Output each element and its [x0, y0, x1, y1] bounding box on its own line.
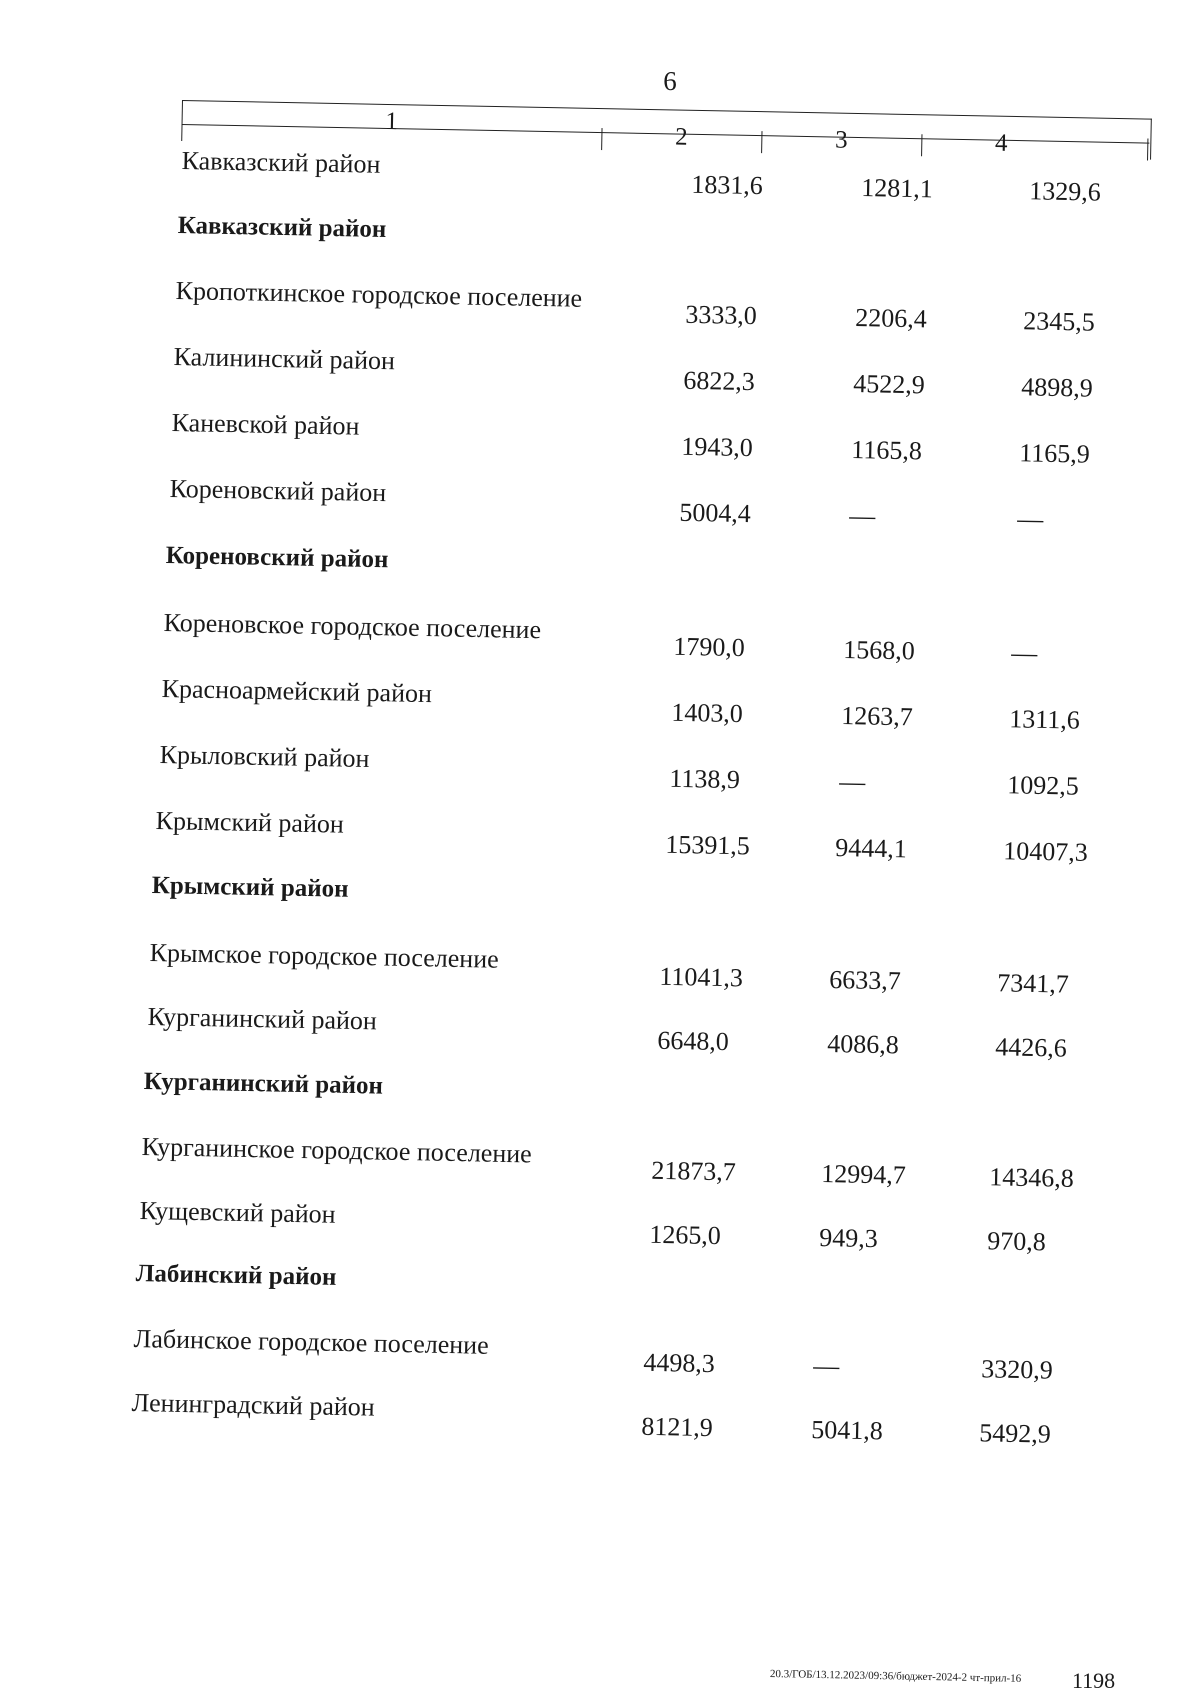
table-row — [139, 1196, 1140, 1257]
section-heading-row — [177, 212, 1178, 244]
row-name: Кропоткинское городское поселение — [175, 276, 583, 313]
table-row — [147, 1002, 1148, 1063]
row-value-col-4: — — [1017, 504, 1044, 534]
row-value-col-4: 1165,9 — [1019, 438, 1091, 469]
section-heading-row — [165, 542, 1166, 574]
table-row — [155, 806, 1156, 867]
row-value-col-3: 4086,8 — [827, 1029, 900, 1060]
row-name: Крымское городское поселение — [149, 938, 499, 974]
row-value-col-3: — — [849, 501, 876, 531]
row-name: Каневской район — [171, 408, 360, 441]
row-name: Курганинский район — [143, 1068, 384, 1100]
row-value-col-2: 1403,0 — [671, 697, 744, 729]
row-name: Крымский район — [151, 872, 349, 903]
row-name: Лабинский район — [135, 1260, 337, 1291]
table-row — [149, 938, 1150, 999]
row-value-col-3: 1281,1 — [861, 173, 934, 204]
row-value-col-3: 6633,7 — [829, 965, 902, 996]
row-value-col-3: 2206,4 — [855, 303, 928, 334]
row-value-col-3: 9444,1 — [835, 833, 908, 864]
row-value-col-3: 12994,7 — [821, 1159, 907, 1190]
section-heading-row — [143, 1068, 1144, 1100]
row-value-col-2: 6822,3 — [683, 365, 756, 397]
row-value-col-3: 1568,0 — [843, 635, 916, 666]
row-value-col-2: 1790,0 — [673, 631, 746, 663]
header-col-2: 2 — [674, 123, 688, 151]
row-value-col-4: 1329,6 — [1029, 176, 1102, 207]
row-value-col-4: 4898,9 — [1021, 372, 1094, 403]
document-code: 20.3/ГОБ/13.12.2023/09:36/бюджет-2024-2 чт-прил-16 — [769, 1668, 1022, 1685]
row-value-col-2: 21873,7 — [651, 1155, 737, 1187]
row-value-col-2: 15391,5 — [665, 829, 751, 861]
table-row — [171, 408, 1172, 469]
row-value-col-4: 14346,8 — [989, 1162, 1075, 1193]
sheet-number: 1198 — [1072, 1668, 1116, 1693]
table-row — [181, 146, 1182, 207]
row-value-col-3: 4522,9 — [853, 369, 926, 400]
row-value-col-4: — — [1011, 638, 1038, 668]
row-name: Курганинский район — [147, 1002, 378, 1036]
row-name: Калининский район — [173, 342, 396, 376]
row-value-col-2: 8121,9 — [641, 1411, 714, 1443]
row-name: Кореновский район — [169, 474, 387, 508]
table-row — [159, 740, 1160, 801]
row-name: Крымский район — [155, 806, 345, 839]
row-value-col-4: 5492,9 — [979, 1418, 1052, 1449]
row-name: Лабинское городское поселение — [133, 1324, 489, 1360]
table-row — [163, 608, 1164, 668]
row-value-col-4: 1092,5 — [1007, 770, 1080, 801]
row-name: Кущевский район — [139, 1196, 336, 1229]
row-name: Кореновское городское поселение — [163, 608, 542, 645]
section-heading-row — [151, 872, 1152, 903]
table-row — [175, 276, 1176, 337]
header-col-4: 4 — [994, 129, 1008, 157]
row-value-col-3: 1165,8 — [851, 435, 923, 466]
row-name: Крыловский район — [159, 740, 370, 774]
row-value-col-2: 5004,4 — [679, 497, 752, 529]
table-row — [131, 1388, 1132, 1449]
row-value-col-4: 4426,6 — [995, 1032, 1068, 1063]
row-value-col-2: 4498,3 — [643, 1347, 716, 1379]
row-value-col-2: 11041,3 — [659, 961, 744, 993]
row-value-col-2: 6648,0 — [657, 1025, 730, 1057]
row-name: Кореновский район — [165, 542, 389, 574]
row-value-col-2: 3333,0 — [685, 299, 758, 331]
row-name: Красноармейский район — [161, 674, 433, 709]
table-row — [133, 1324, 1134, 1385]
row-value-col-4: 3320,9 — [981, 1354, 1054, 1385]
row-name: Кавказский район — [177, 212, 387, 244]
row-value-col-2: 1831,6 — [691, 169, 764, 201]
table-row — [169, 474, 1170, 534]
row-value-col-2: 1943,0 — [681, 431, 754, 463]
row-name: Курганинское городское поселение — [141, 1132, 533, 1169]
page-number: 6 — [663, 66, 677, 96]
section-heading-row — [135, 1260, 1136, 1291]
row-value-col-4: 970,8 — [987, 1226, 1047, 1257]
row-value-col-2: 1138,9 — [669, 763, 741, 795]
row-value-col-3: 949,3 — [819, 1223, 879, 1254]
header-col-3: 3 — [834, 126, 848, 154]
table-row — [173, 342, 1174, 403]
row-value-col-3: 5041,8 — [811, 1415, 884, 1446]
table-row — [141, 1132, 1142, 1193]
row-name: Ленинградский район — [131, 1388, 376, 1422]
row-value-col-4: 7341,7 — [997, 968, 1070, 999]
row-value-col-2: 1265,0 — [649, 1219, 722, 1251]
row-value-col-4: 1311,6 — [1009, 704, 1081, 735]
row-name: Кавказский район — [181, 146, 381, 179]
row-value-col-3: — — [813, 1351, 840, 1381]
table-row — [161, 674, 1162, 735]
row-value-col-4: 2345,5 — [1023, 306, 1096, 337]
header-col-1: 1 — [385, 107, 399, 136]
row-value-col-3: — — [839, 767, 866, 797]
row-value-col-3: 1263,7 — [841, 701, 914, 732]
row-value-col-4: 10407,3 — [1003, 836, 1089, 867]
